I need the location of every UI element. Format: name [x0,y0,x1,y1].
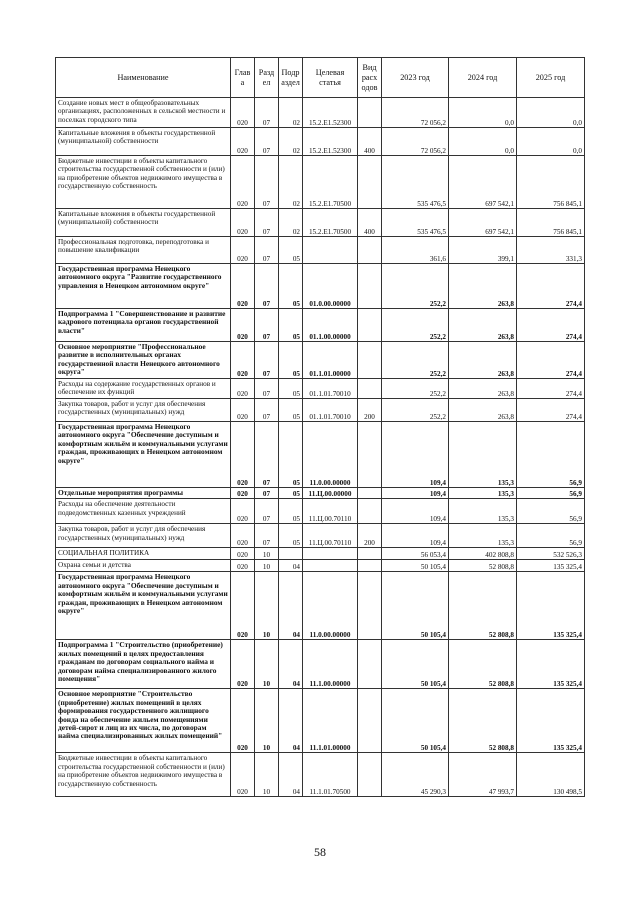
cell-podrazdel: 05 [279,309,303,342]
cell-name: Государственная программа Ненецкого автономного округа "Обеспечение доступным и комфортным жильём и коммунальными услугами граждан, проживающих в Ненецком автономном округе" [56,422,231,488]
cell-y2025: 274,4 [517,309,585,342]
cell-podrazdel: 05 [279,422,303,488]
cell-y2023: 50 105,4 [382,689,449,753]
cell-target: 15.2.Е1.70500 [303,156,358,209]
cell-podrazdel: 05 [279,524,303,548]
cell-razdel: 07 [255,399,279,422]
table-row [56,264,585,309]
cell-target: 11.0.00.00000 [303,572,358,640]
cell-podrazdel: 02 [279,209,303,237]
cell-razdel: 07 [255,342,279,379]
cell-y2023: 361,6 [382,237,449,264]
cell-name: СОЦИАЛЬНАЯ ПОЛИТИКА [56,548,231,560]
cell-expense-type: 400 [358,209,382,237]
cell-glava: 020 [231,309,255,342]
cell-razdel: 07 [255,524,279,548]
cell-target: 01.1.01.70010 [303,379,358,399]
table-body [56,98,585,797]
cell-target [303,548,358,560]
cell-target: 11.1.01.00000 [303,689,358,753]
table-row [56,237,585,264]
table-row [56,399,585,422]
cell-podrazdel: 05 [279,264,303,309]
table-row [56,560,585,572]
cell-podrazdel: 02 [279,98,303,128]
header-razdel: Разд ел [255,58,279,98]
cell-glava: 020 [231,499,255,524]
table-row [56,422,585,488]
cell-y2024: 263,8 [449,379,517,399]
cell-y2025: 756 845,1 [517,209,585,237]
cell-y2024: 402 808,8 [449,548,517,560]
table-row [56,379,585,399]
cell-razdel: 07 [255,309,279,342]
cell-name: Отдельные мероприятия программы [56,488,231,499]
cell-expense-type: 200 [358,524,382,548]
cell-target: 11.Ц.00.70110 [303,499,358,524]
cell-name: Капитальные вложения в объекты государственной (муниципальной) собственности [56,209,231,237]
cell-name: Профессиональная подготовка, переподготовка и повышение квалификации [56,237,231,264]
cell-expense-type [358,309,382,342]
cell-y2025: 130 498,5 [517,753,585,797]
cell-glava: 020 [231,548,255,560]
cell-y2023: 50 105,4 [382,572,449,640]
header-glava: Глав а [231,58,255,98]
cell-y2024: 52 808,8 [449,689,517,753]
cell-target: 15.2.Е1.70500 [303,209,358,237]
cell-target: 11.0.00.00000 [303,422,358,488]
cell-glava: 020 [231,753,255,797]
cell-y2025: 0,0 [517,98,585,128]
cell-glava: 020 [231,560,255,572]
cell-y2023: 56 053,4 [382,548,449,560]
cell-expense-type [358,753,382,797]
cell-podrazdel [279,548,303,560]
cell-podrazdel: 04 [279,572,303,640]
cell-podrazdel: 05 [279,488,303,499]
cell-y2024: 263,8 [449,309,517,342]
cell-y2024: 263,8 [449,399,517,422]
cell-razdel: 07 [255,128,279,156]
cell-y2025: 274,4 [517,399,585,422]
cell-y2023: 252,2 [382,399,449,422]
table-row [56,689,585,753]
cell-y2025: 56,9 [517,422,585,488]
cell-name: Бюджетные инвестиции в объекты капитального строительства государственной собственности и (или) на приобретение объектов недвижимого имущества в государственную собственность [56,753,231,797]
cell-target: 15.2.Е1.52300 [303,128,358,156]
cell-y2025: 756 845,1 [517,156,585,209]
cell-y2023: 252,2 [382,379,449,399]
cell-y2024: 52 808,8 [449,640,517,689]
cell-glava: 020 [231,342,255,379]
cell-podrazdel: 05 [279,342,303,379]
page-number: 58 [314,845,326,859]
cell-y2024: 0,0 [449,98,517,128]
cell-name: Капитальные вложения в объекты государственной (муниципальной) собственности [56,128,231,156]
cell-y2024: 697 542,1 [449,209,517,237]
cell-glava: 020 [231,156,255,209]
cell-y2023: 252,2 [382,264,449,309]
cell-glava: 020 [231,640,255,689]
header-2023: 2023 год [382,58,449,98]
cell-y2023: 109,4 [382,422,449,488]
table-row [56,98,585,128]
cell-razdel: 07 [255,422,279,488]
cell-expense-type [358,689,382,753]
cell-target [303,237,358,264]
cell-glava: 020 [231,572,255,640]
cell-expense-type [358,548,382,560]
header-2025: 2025 год [517,58,585,98]
cell-y2024: 135,3 [449,488,517,499]
cell-y2023: 50 105,4 [382,560,449,572]
header-row [56,58,585,98]
cell-name: Расходы на содержание государственных органов и обеспечение их функций [56,379,231,399]
cell-name: Бюджетные инвестиции в объекты капитального строительства государственной собственности и (или) на приобретение объектов недвижимого имущества в государственную собственность [56,156,231,209]
cell-name: Расходы на обеспечение деятельности подведомственных казенных учреждений [56,499,231,524]
cell-y2023: 535 476,5 [382,156,449,209]
cell-target: 01.1.01.00000 [303,342,358,379]
cell-y2024: 399,1 [449,237,517,264]
cell-podrazdel: 05 [279,237,303,264]
cell-target: 11.1.00.00000 [303,640,358,689]
cell-razdel: 07 [255,237,279,264]
cell-razdel: 07 [255,499,279,524]
cell-razdel: 10 [255,640,279,689]
cell-y2024: 697 542,1 [449,156,517,209]
cell-razdel: 10 [255,689,279,753]
cell-expense-type [358,488,382,499]
cell-glava: 020 [231,689,255,753]
header-expense-type: Вид расх одов [358,58,382,98]
cell-expense-type: 400 [358,128,382,156]
cell-y2025: 135 325,4 [517,572,585,640]
cell-y2025: 56,9 [517,499,585,524]
cell-y2025: 0,0 [517,128,585,156]
cell-y2025: 135 325,4 [517,689,585,753]
cell-podrazdel: 04 [279,753,303,797]
cell-name: Создание новых мест в общеобразовательных организациях, расположенных в сельской местности и поселках городского типа [56,98,231,128]
cell-y2023: 72 056,2 [382,128,449,156]
cell-target [303,560,358,572]
cell-name: Подпрограмма 1 "Совершенствование и развитие кадрового потенциала органов государственной власти" [56,309,231,342]
cell-y2025: 274,4 [517,264,585,309]
cell-y2025: 331,3 [517,237,585,264]
table-row [56,309,585,342]
cell-glava: 020 [231,98,255,128]
cell-expense-type [358,379,382,399]
cell-podrazdel: 05 [279,399,303,422]
cell-podrazdel: 05 [279,379,303,399]
cell-expense-type [358,422,382,488]
cell-expense-type [358,640,382,689]
header-2024: 2024 год [449,58,517,98]
cell-expense-type [358,98,382,128]
cell-glava: 020 [231,128,255,156]
cell-razdel: 07 [255,209,279,237]
table-row [56,128,585,156]
cell-expense-type: 200 [358,399,382,422]
cell-razdel: 07 [255,488,279,499]
cell-expense-type [358,237,382,264]
cell-y2024: 0,0 [449,128,517,156]
cell-y2024: 47 993,7 [449,753,517,797]
table-row [56,488,585,499]
cell-y2024: 52 808,8 [449,572,517,640]
cell-glava: 020 [231,264,255,309]
cell-expense-type [358,156,382,209]
table-row [56,499,585,524]
cell-glava: 020 [231,488,255,499]
cell-y2023: 535 476,5 [382,209,449,237]
cell-expense-type [358,572,382,640]
cell-target: 11.Ц.00.70110 [303,524,358,548]
cell-y2023: 252,2 [382,309,449,342]
cell-name: Основное мероприятие "Строительство (приобретение) жилых помещений в целях формирования государственного жилищного фонда на обеспечение жильем помещениями детей-сирот и лиц из их числа, по договорам найма специализированных жилых помещений" [56,689,231,753]
cell-target: 15.2.Е1.52300 [303,98,358,128]
cell-podrazdel: 04 [279,640,303,689]
cell-razdel: 10 [255,753,279,797]
cell-target: 01.0.00.00000 [303,264,358,309]
cell-target: 01.1.00.00000 [303,309,358,342]
table-row [56,524,585,548]
table-row [56,156,585,209]
cell-y2024: 52 808,8 [449,560,517,572]
cell-name: Основное мероприятие "Профессиональное развитие в исполнительных органах государственной власти Ненецкого автономного округа" [56,342,231,379]
cell-glava: 020 [231,422,255,488]
cell-target: 11.Ц.00.00000 [303,488,358,499]
cell-razdel: 10 [255,548,279,560]
cell-glava: 020 [231,379,255,399]
cell-y2025: 532 526,3 [517,548,585,560]
table-row [56,342,585,379]
cell-y2025: 135 325,4 [517,640,585,689]
cell-glava: 020 [231,237,255,264]
table-row [56,209,585,237]
cell-podrazdel: 04 [279,689,303,753]
cell-target: 11.1.01.70500 [303,753,358,797]
cell-y2024: 135,3 [449,422,517,488]
cell-razdel: 07 [255,156,279,209]
cell-y2023: 50 105,4 [382,640,449,689]
cell-name: Закупка товаров, работ и услуг для обеспечения государственных (муниципальных) нужд [56,399,231,422]
cell-y2025: 56,9 [517,524,585,548]
header-target: Целевая статья [303,58,358,98]
cell-y2025: 274,4 [517,379,585,399]
cell-y2024: 135,3 [449,524,517,548]
cell-razdel: 10 [255,560,279,572]
cell-y2023: 109,4 [382,524,449,548]
cell-y2024: 135,3 [449,499,517,524]
cell-razdel: 07 [255,379,279,399]
header-podrazdel: Подр аздел [279,58,303,98]
cell-y2023: 109,4 [382,499,449,524]
cell-name: Подпрограмма 1 "Строительство (приобретение) жилых помещений в целях предоставления гражданам по договорам социального найма и договорам найма специализированного жилого помещения" [56,640,231,689]
cell-y2023: 109,4 [382,488,449,499]
cell-glava: 020 [231,209,255,237]
cell-y2023: 72 056,2 [382,98,449,128]
cell-expense-type [358,499,382,524]
cell-razdel: 07 [255,264,279,309]
cell-y2025: 56,9 [517,488,585,499]
cell-y2023: 45 290,3 [382,753,449,797]
cell-name: Государственная программа Ненецкого автономного округа "Развитие государственного управления в Ненецком автономном округе" [56,264,231,309]
cell-podrazdel: 05 [279,499,303,524]
table-row [56,640,585,689]
cell-expense-type [358,342,382,379]
cell-name: Охрана семьи и детства [56,560,231,572]
cell-podrazdel: 02 [279,128,303,156]
header-name: Наименование [56,58,231,98]
cell-name: Государственная программа Ненецкого автономного округа "Обеспечение доступным и комфортным жильём и коммунальными услугами граждан, проживающих в Ненецком автономном округе" [56,572,231,640]
cell-y2023: 252,2 [382,342,449,379]
cell-glava: 020 [231,399,255,422]
cell-glava: 020 [231,524,255,548]
cell-y2024: 263,8 [449,264,517,309]
cell-name: Закупка товаров, работ и услуг для обеспечения государственных (муниципальных) нужд [56,524,231,548]
table-row [56,548,585,560]
cell-target: 01.1.01.70010 [303,399,358,422]
table-row [56,753,585,797]
cell-razdel: 07 [255,98,279,128]
cell-y2025: 135 325,4 [517,560,585,572]
cell-y2025: 274,4 [517,342,585,379]
cell-podrazdel: 02 [279,156,303,209]
table-row [56,572,585,640]
budget-table [55,57,585,797]
cell-expense-type [358,560,382,572]
cell-y2024: 263,8 [449,342,517,379]
cell-podrazdel: 04 [279,560,303,572]
cell-expense-type [358,264,382,309]
cell-razdel: 10 [255,572,279,640]
